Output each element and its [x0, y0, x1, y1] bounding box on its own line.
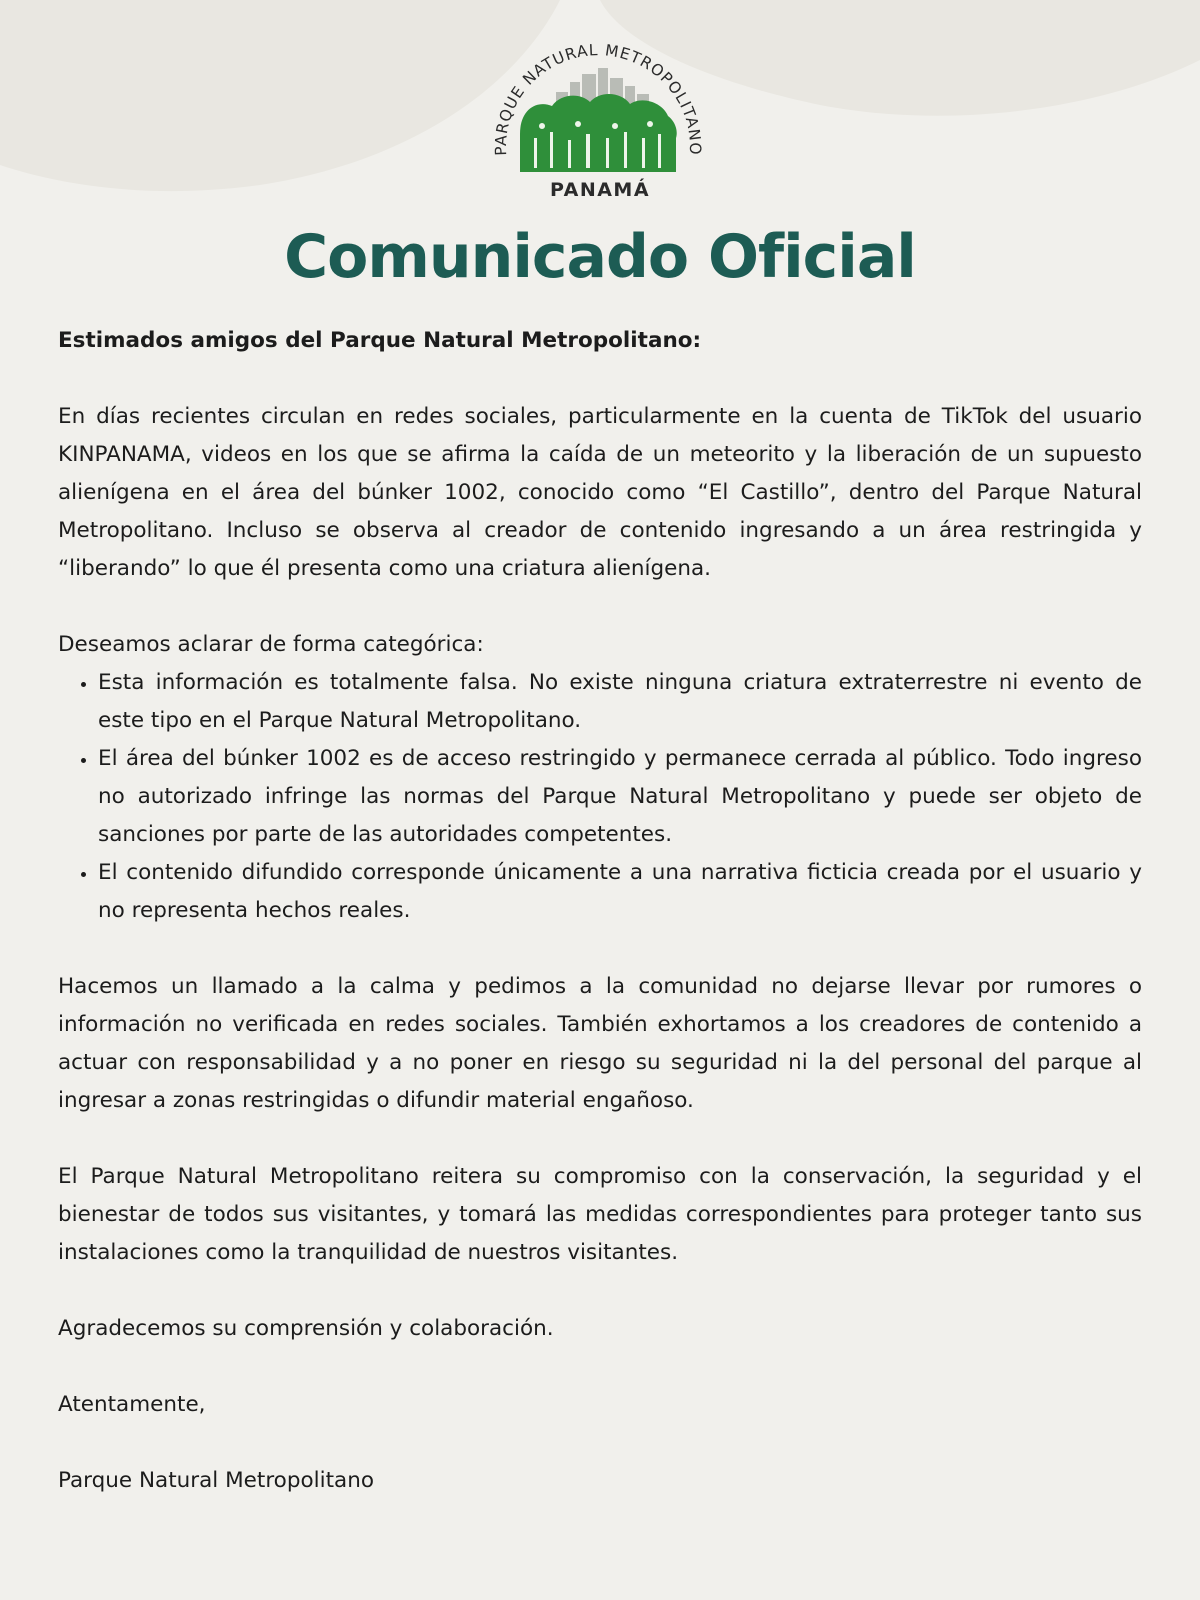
spacer: [58, 588, 1142, 626]
list-item: • El área del búnker 1002 es de acceso restringido y permanece cerrada al público. Todo ingreso no autorizado infringe las normas del Parque Natural Metropolitano y puede ser objeto de sanciones por parte de las autoridades competentes.: [98, 740, 1142, 854]
closing-line: Atentamente,: [58, 1392, 206, 1417]
paragraph-commitment: El Parque Natural Metropolitano reitera su compromiso con la conservación, la seguridad y el bienestar de todos sus visitantes, y tomará las medidas correspondientes para proteger tanto sus instalaciones como la tranquilidad de nuestros visitantes.: [58, 1164, 1142, 1265]
salutation: Estimados amigos del Parque Natural Metropolitano:: [58, 328, 702, 353]
page-title: Comunicado Oficial: [284, 222, 916, 292]
list-item: • El contenido difundido corresponde únicamente a una narrativa ficticia creada por el usuario y no representa hechos reales.: [98, 854, 1142, 930]
spacer: [58, 1424, 1142, 1462]
logo-country-text: PANAMÁ: [549, 179, 651, 201]
spacer: [58, 930, 1142, 968]
spacer: [58, 1348, 1142, 1386]
spacer: [58, 1272, 1142, 1310]
forest-icon: [520, 94, 677, 172]
paragraph-call-to-calm: Hacemos un llamado a la calma y pedimos a la comunidad no dejarse llevar por rumores o información no verificada en redes sociales. También exhortamos a los creadores de contenido a actuar con responsabilidad y a no poner en riesgo su seguridad ni la del personal del parque al ingresar a zonas restringidas o difundir material engañoso.: [58, 974, 1142, 1113]
logo-arc-text: PARQUE NATURAL METROPOLITANO: [491, 41, 705, 156]
signature: Parque Natural Metropolitano: [58, 1468, 374, 1493]
clarify-intro: Deseamos aclarar de forma categórica:: [58, 632, 484, 657]
spacer: [58, 1120, 1142, 1158]
list-item: • Esta información es totalmente falsa. No existe ninguna criatura extraterrestre ni evento de este tipo en el Parque Natural Metropolitano.: [98, 664, 1142, 740]
spacer: [58, 360, 1142, 398]
communique-body: [58, 322, 1142, 1500]
park-logo: [490, 34, 710, 204]
paragraph-intro: En días recientes circulan en redes sociales, particularmente en la cuenta de TikTok del usuario KINPANAMA, videos en los que se afirma la caída de un meteorito y la liberación de un supuesto alienígena en el área del búnker 1002, conocido como “El Castillo”, dentro del Parque Natural Metropolitano. Incluso se observa al creador de contenido ingresando a un área restringida y “liberando” lo que él presenta como una criatura alienígena.: [58, 404, 1142, 581]
clarification-list: [58, 664, 1142, 930]
thanks-line: Agradecemos su comprensión y colaboración.: [58, 1316, 554, 1341]
